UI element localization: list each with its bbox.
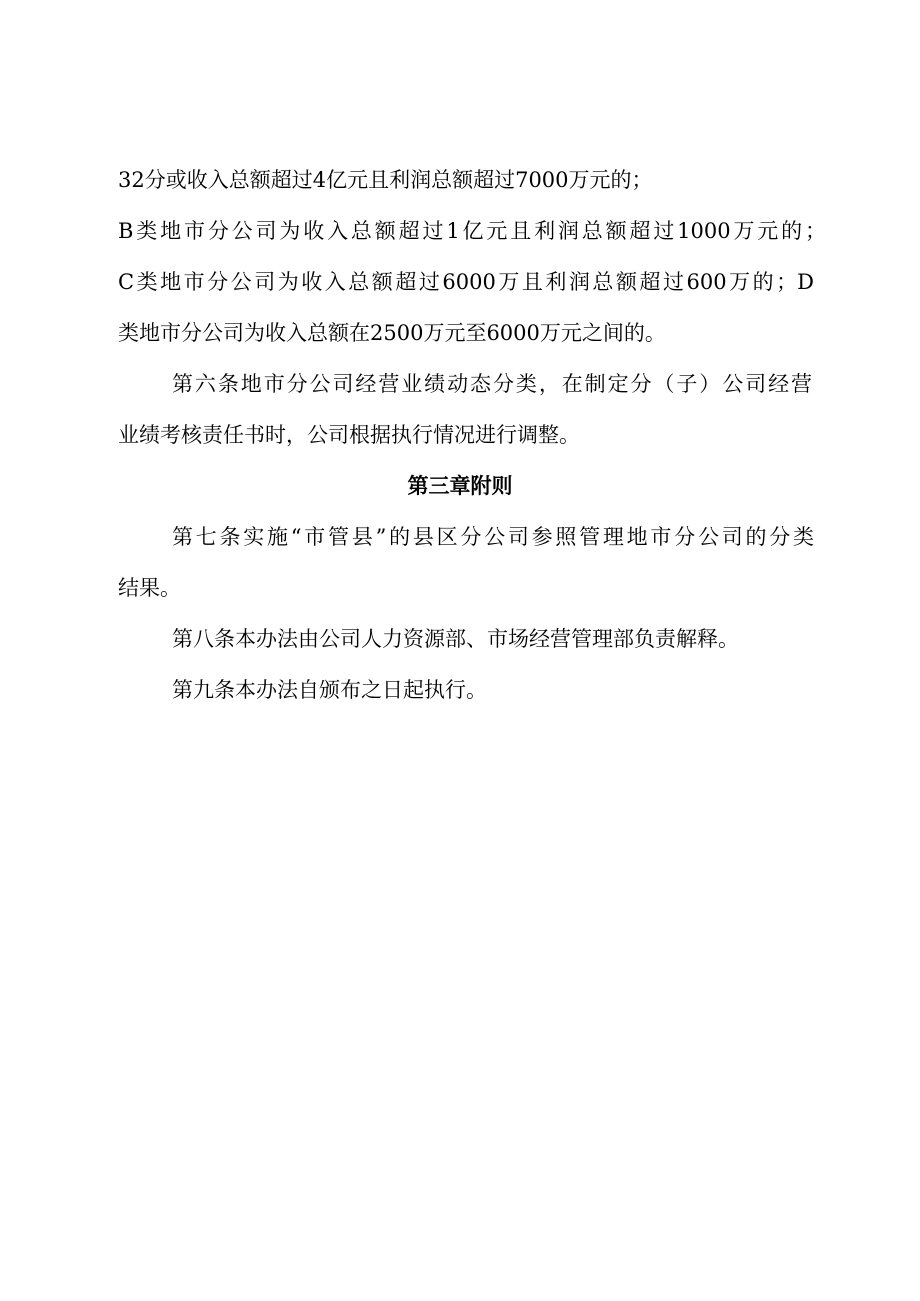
article-nine: 第九条本办法自颁布之日起执行。 — [172, 678, 487, 702]
paragraph-line-2: B类地市分公司为收入总额超过1亿元且利润总额超过1000万元的； — [118, 219, 826, 243]
article-seven-line-1: 第七条实施“市管县”的县区分公司参照管理地市分公司的分类 — [172, 525, 814, 549]
paragraph-line-3: C类地市分公司为收入总额超过6000万且利润总额超过600万的；D — [118, 270, 814, 294]
article-six-line-1: 第六条地市分公司经营业绩动态分类，在制定分（子）公司经营 — [172, 372, 812, 396]
paragraph-line-1: 32分或收入总额超过4亿元且利润总额超过7000万元的； — [118, 168, 653, 192]
paragraph-line-4: 类地市分公司为收入总额在2500万元至6000万元之间的。 — [118, 321, 666, 345]
article-seven-line-2: 结果。 — [118, 576, 181, 600]
article-six-line-2: 业绩考核责任书时，公司根据执行情况进行调整。 — [118, 423, 580, 447]
article-eight: 第八条本办法由公司人力资源部、市场经营管理部负责解释。 — [172, 627, 739, 651]
chapter-heading: 第三章附则 — [407, 474, 513, 498]
